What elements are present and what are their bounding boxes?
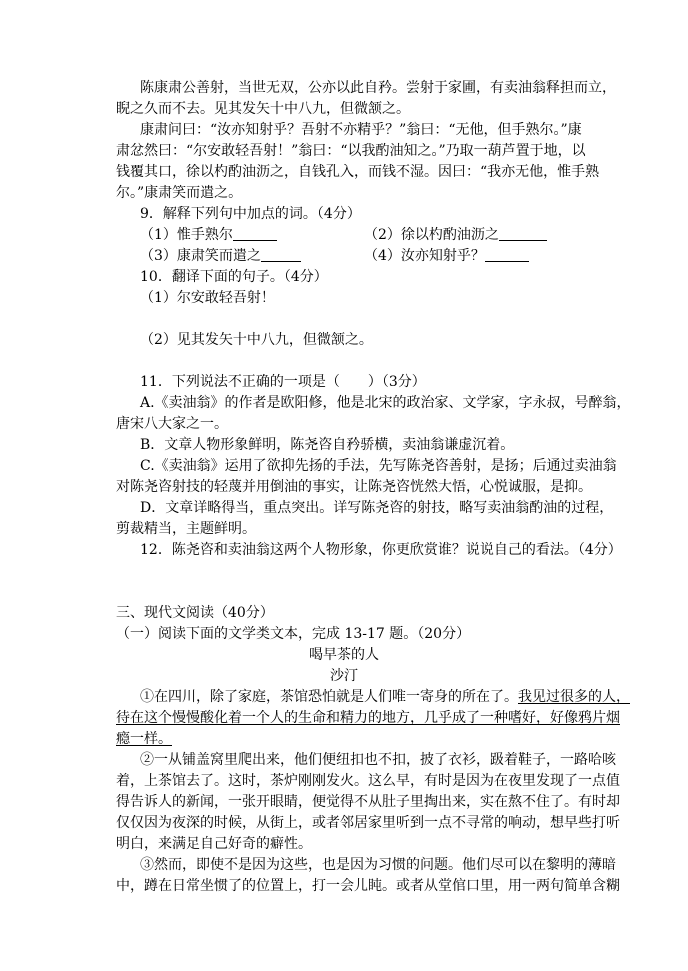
answer-blank[interactable] — [499, 226, 547, 241]
passage-line: 钱覆其口，徐以杓酌油沥之，自钱孔入，而钱不湿。因曰：“我亦无他，惟手熟 — [116, 164, 600, 180]
option-a: A.《卖油翁》的作者是欧阳修，他是北宋的政治家、文学家，字永叔，号醉翁， — [140, 395, 631, 411]
article-line — [140, 687, 630, 707]
underlined-text: 瘾一样。 — [116, 731, 172, 747]
article-line: 中，蹲在日常坐惯了的位置上，打一会儿盹。或者从堂倌口里，用一两句简单含糊 — [116, 878, 620, 894]
item-text: （2）徐以杓酌油沥之 — [364, 227, 499, 243]
article-line: ②一从铺盖窝里爬出来，他们便纽扣也不扣，披了衣衫，趿着鞋子，一路哈咳 — [140, 752, 616, 768]
article-line: 仅仅因为夜深的时候，从街上，或者邻居家里听到一点不寻常的响动，想早些打听 — [116, 815, 620, 831]
article-line: 着，上茶馆去了。这时，茶炉刚刚发火。这么早，有时是因为在夜里发现了一点值 — [116, 773, 620, 789]
article-line: ③然而，即使不是因为这些，也是因为习惯的问题。他们尽可以在黎明的薄暗 — [140, 857, 616, 873]
answer-blank[interactable] — [485, 247, 529, 262]
underlined-text: 待在这个慢慢酸化着一个人的生命和精力的地方，几乎成了一种嗜好，好像鸦片烟 — [116, 710, 620, 726]
passage-line: 康肃问曰：“汝亦知射乎？吾射不亦精乎？”翁曰：“无他，但手熟尔。”康 — [140, 122, 582, 138]
item-text: （1）惟手熟尔 — [140, 227, 233, 243]
question-9-item-4 — [364, 246, 529, 266]
option-a-cont: 唐宋八大家之一。 — [116, 416, 228, 432]
question-9-item-3 — [140, 246, 301, 266]
question-10-sentence-1: （1）尔安敢轻吾射！ — [140, 290, 275, 306]
option-c: C.《卖油翁》运用了欲抑先扬的手法，先写陈尧咨善射，是扬；后通过卖油翁 — [140, 458, 617, 474]
article-title: 喝早茶的人 — [309, 647, 379, 663]
question-12-stem: 12．陈尧咨和卖油翁这两个人物形象，你更欣赏谁？说说自己的看法。（4分） — [140, 542, 622, 558]
passage-line: 尔。”康肃笑而遣之。 — [116, 185, 243, 201]
question-10-stem: 10．翻译下面的句子。（4分） — [140, 269, 328, 285]
question-9-item-1 — [140, 225, 277, 245]
question-11-stem: 11．下列说法不正确的一项是（ ）（3分） — [140, 374, 426, 390]
item-text: （3）康肃笑而遣之 — [140, 248, 261, 264]
article-line: 明白，来满足自己好奇的癖性。 — [116, 836, 312, 852]
answer-blank[interactable] — [261, 247, 301, 262]
option-d: D．文章详略得当，重点突出。详写陈尧咨的射技，略写卖油翁酌油的过程， — [140, 500, 614, 516]
option-c-cont: 对陈尧咨射技的轻蔑并用倒油的事实，让陈尧咨恍然大悟，心悦诚服，是抑。 — [116, 479, 592, 495]
question-10-sentence-2: （2）见其发矢十中八九，但微颔之。 — [140, 332, 373, 348]
passage-line: 睨之久而不去。见其发矢十中八九，但微颔之。 — [116, 101, 410, 117]
section-heading: 三、现代文阅读（40分） — [116, 605, 274, 621]
passage-line: 肃忿然曰：“尔安敢轻吾射！”翁曰：“以我酌油知之。”乃取一葫芦置于地，以 — [116, 143, 586, 159]
article-line: 得告诉人的新闻，一张开眼睛，便觉得不从肚子里掏出来，实在熬不住了。有时却 — [116, 794, 620, 810]
section-subheading: （一）阅读下面的文学类文本，完成 13-17 题。（20分） — [116, 626, 471, 642]
answer-blank[interactable] — [233, 226, 277, 241]
question-9-item-2 — [364, 225, 547, 245]
article-text: ①在四川，除了家庭，茶馆恐怕就是人们唯一寄身的所在了。 — [140, 689, 518, 705]
passage-line: 陈康肃公善射，当世无双，公亦以此自矜。尝射于家圃，有卖油翁释担而立， — [140, 80, 616, 96]
article-author: 沙汀 — [330, 668, 358, 684]
question-9-stem: 9．解释下列句中加点的词。（4分） — [140, 206, 361, 222]
item-text: （4）汝亦知射乎？ — [364, 248, 485, 264]
option-b: B．文章人物形象鲜明，陈尧咨自矜骄横，卖油翁谦虚沉着。 — [140, 437, 515, 453]
option-d-cont: 剪裁精当，主题鲜明。 — [116, 521, 256, 537]
underlined-text: 我见过很多的人， — [518, 689, 630, 705]
